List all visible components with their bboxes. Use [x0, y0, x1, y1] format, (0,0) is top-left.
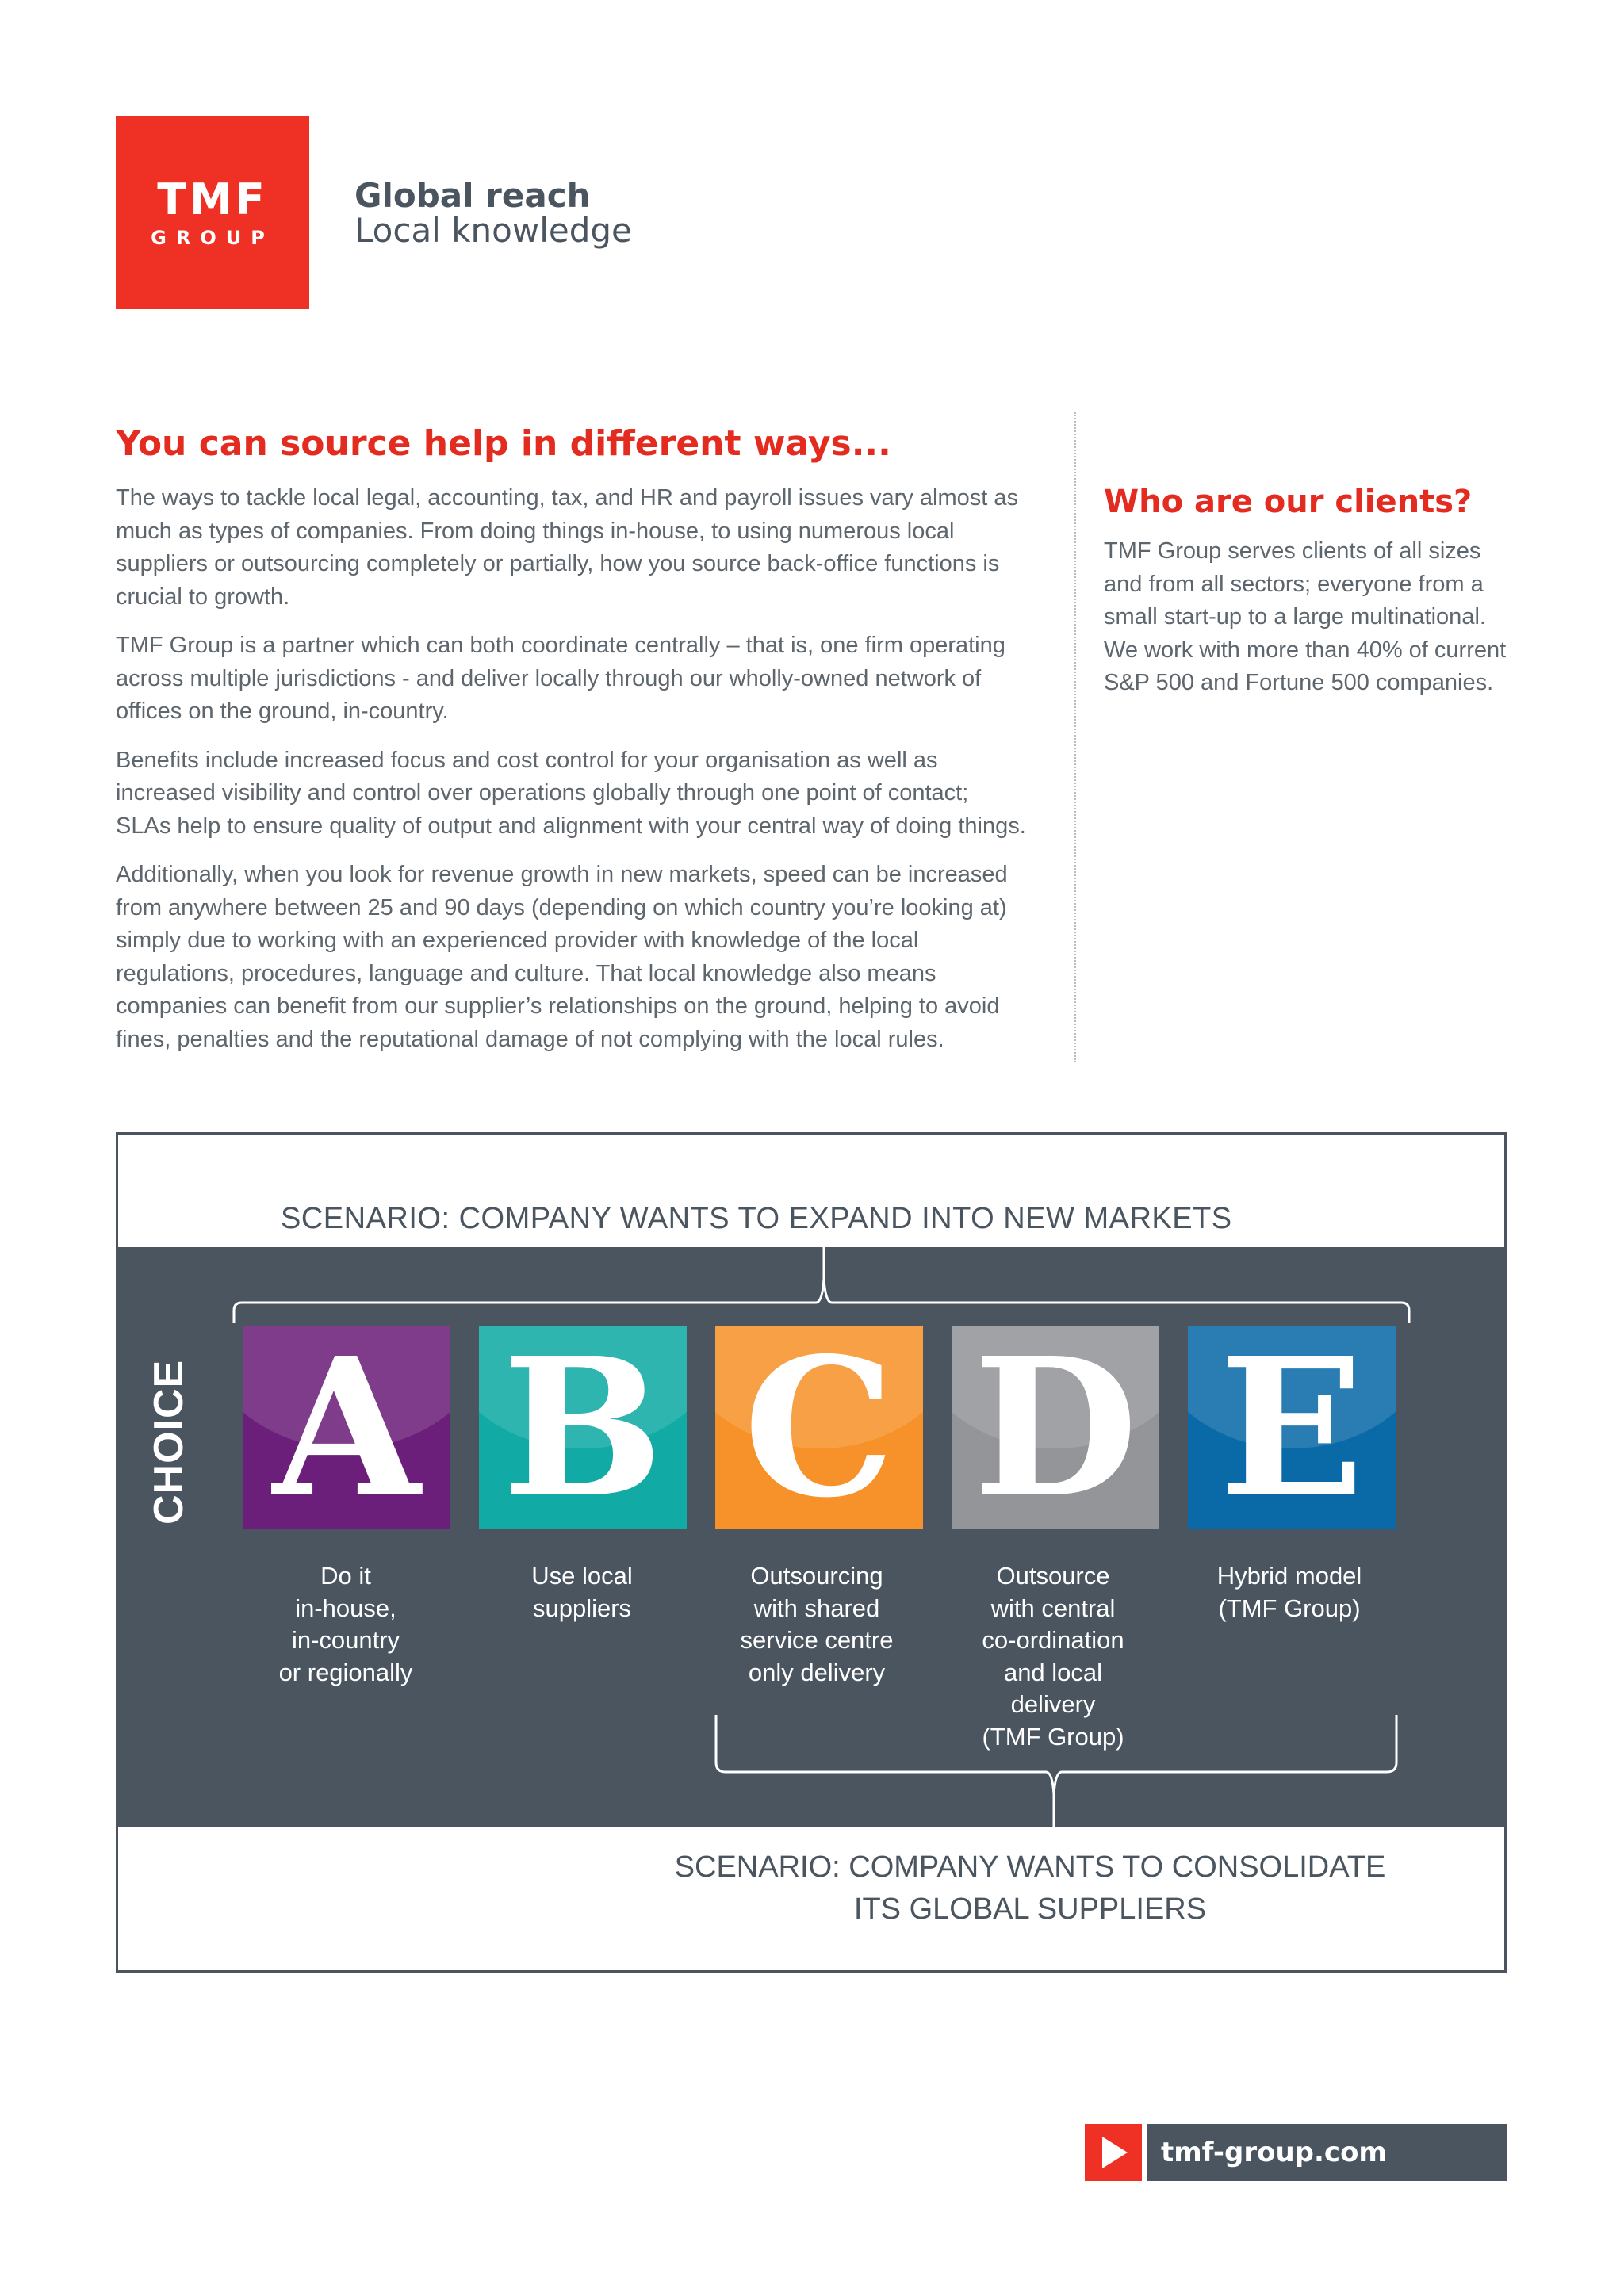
choice-caption-c	[710, 1560, 924, 1689]
paragraph-4: Additionally, when you look for revenue growth in new markets, speed can be increased from anywhere between 25 and 90 days (depending on which country you’re looking at) simply due to working with an experienced provider with knowledge of the local regulations, procedures, language and culture. That local knowledge also means companies can benefit from our supplier’s relationships on the ground, helping to avoid fines, penalties and the reputational damage of not complying with the local rules.	[116, 862, 1008, 1052]
tmf-logo	[116, 116, 309, 309]
logo-subtitle: GROUP	[151, 227, 274, 249]
choice-caption-b	[475, 1560, 689, 1624]
main-article	[116, 420, 1028, 1072]
choice-tile-c	[715, 1326, 923, 1529]
caption-line: Use local	[531, 1562, 633, 1590]
choice-tile-a	[243, 1326, 450, 1529]
main-heading: You can source help in different ways...	[116, 423, 891, 464]
caption-line: (TMF Group)	[1218, 1594, 1361, 1622]
choice-caption-e	[1182, 1560, 1396, 1624]
column-divider	[1074, 412, 1076, 1062]
caption-line: and local	[1003, 1658, 1103, 1686]
choice-label: CHOICE	[146, 1359, 192, 1525]
website-url[interactable]: tmf-group.com	[1147, 2124, 1507, 2181]
caption-line: suppliers	[532, 1594, 632, 1622]
sidebar-text: TMF Group serves clients of all sizes and from all sectors; everyone from a small start-up to a large multinational. We work with more than 40% of current S&P 500 and Fortune 500 companies.	[1104, 538, 1507, 695]
caption-line: with shared	[753, 1594, 880, 1622]
caption-line: Do it	[320, 1562, 371, 1590]
scenario-bottom-label	[634, 1846, 1427, 1931]
caption-line: co-ordination	[982, 1626, 1124, 1654]
choice-letter: C	[743, 1326, 895, 1529]
scenario-diagram	[116, 1132, 1507, 1973]
sidebar	[1104, 480, 1516, 700]
bottom-label-line1: SCENARIO: COMPANY WANTS TO CONSOLIDATE	[674, 1850, 1386, 1884]
tagline-line2: Local knowledge	[354, 211, 632, 250]
choice-letter: E	[1219, 1326, 1365, 1529]
caption-line: with central	[990, 1594, 1116, 1622]
choice-letter: B	[502, 1326, 664, 1529]
choice-tile-b	[479, 1326, 687, 1529]
caption-line: only delivery	[748, 1658, 886, 1686]
top-brace	[118, 1247, 1504, 1326]
choices-band	[118, 1247, 1504, 1827]
caption-line: Outsourcing	[750, 1562, 883, 1590]
caption-line: Outsource	[996, 1562, 1110, 1590]
choice-letter: D	[972, 1326, 1139, 1529]
paragraph-1: The ways to tackle local legal, accounting, tax, and HR and payroll issues vary almost as much as types of companies. From doing things in-house, to using numerous local suppliers or outsourcing completely or partially, how you source back-office functions is crucial to growth.	[116, 485, 1018, 610]
caption-line: or regionally	[278, 1658, 413, 1686]
choice-caption-d	[946, 1560, 1160, 1753]
tagline-line1: Global reach	[354, 176, 591, 215]
caption-line: in-house,	[295, 1594, 396, 1622]
tagline	[354, 178, 632, 248]
choice-tile-e	[1188, 1326, 1396, 1529]
scenario-top-label: SCENARIO: COMPANY WANTS TO EXPAND INTO NEW MARKETS	[281, 1202, 1232, 1235]
bottom-label-line2: ITS GLOBAL SUPPLIERS	[853, 1892, 1207, 1926]
caption-line: (TMF Group)	[982, 1722, 1124, 1751]
caption-line: delivery	[1010, 1690, 1096, 1718]
choice-caption-a	[239, 1560, 453, 1689]
choice-tile-d	[952, 1326, 1159, 1529]
sidebar-heading: Who are our clients?	[1104, 484, 1473, 520]
caption-line: in-country	[291, 1626, 400, 1654]
logo-wordmark: TMF	[157, 174, 268, 224]
paragraph-3: Benefits include increased focus and cost control for your organisation as well as increased visibility and control over operations globally through one point of contact; SLAs help to ensure quality of output and alignment with your central way of doing things.	[116, 747, 1026, 839]
caption-line: Hybrid model	[1216, 1562, 1362, 1590]
paragraph-2: TMF Group is a partner which can both coordinate centrally – that is, one firm operating across multiple jurisdictions - and deliver locally through our wholly-owned network of offices on the ground, in-country.	[116, 633, 1005, 724]
choice-letter: A	[272, 1326, 421, 1529]
website-link[interactable]	[1085, 2124, 1507, 2181]
caption-line: service centre	[740, 1626, 894, 1654]
bottom-brace	[118, 1715, 1504, 1827]
play-arrow-icon	[1085, 2124, 1142, 2181]
